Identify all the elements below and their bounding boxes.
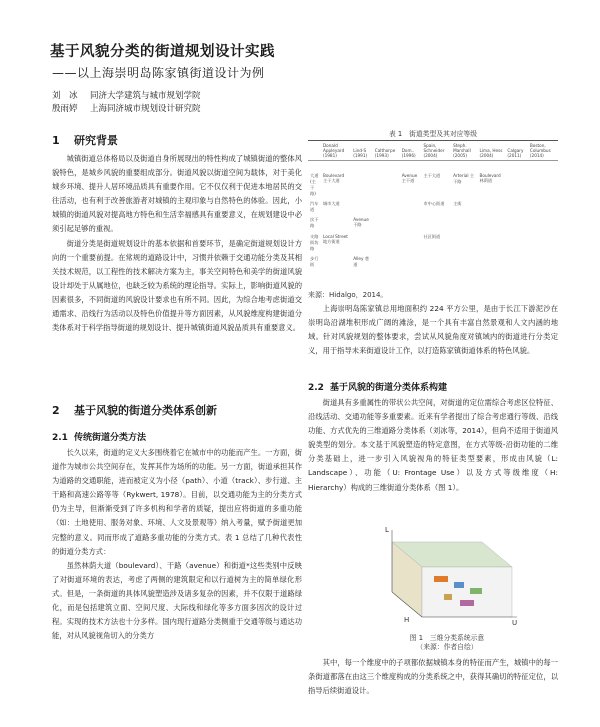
figure-source: （来源：作者自绘） xyxy=(416,643,478,651)
table-cell xyxy=(478,199,506,215)
table-row xyxy=(308,232,558,254)
table-cell xyxy=(351,161,373,171)
author-name: 殷雨婷 xyxy=(52,104,78,114)
table-cell xyxy=(373,270,400,279)
table-cell xyxy=(421,161,451,171)
table-row xyxy=(308,161,558,171)
right-final-body xyxy=(308,656,558,698)
table-cell xyxy=(400,270,422,279)
table-header-cell: Donald Appleyard (1981) xyxy=(321,141,351,161)
table-cell xyxy=(421,215,451,231)
table-cell: 城市大道 xyxy=(322,200,340,206)
subsection-heading xyxy=(308,380,558,393)
section-number: 2 xyxy=(52,404,60,417)
table-cell xyxy=(478,232,506,254)
table-cell xyxy=(528,270,558,279)
author-list xyxy=(52,90,201,116)
table-cell xyxy=(373,215,400,231)
table-cell xyxy=(528,232,558,254)
paragraph: 街道具有多重属性的带状公共空间，对街道的定位需综合考虑区位特征、沿线活动、交通功能等多重要素。近来有学者提出了综合考虑通行等级、沿线功能、方式优先的三维道路分类体系（刘冰等，2014），但尚不适用于街道风貌类型的划分。本文基于风貌塑造的特定意图，在方式等级-沿街功能的二维分类基础上，进一步引入风貌视角的特征类型要素，形成由风貌（L: Landscape）、功能（U: Frontage Use）以及方式等级维度（H: Hierarchy）构成的三维街道分类体系（图 1）。 xyxy=(308,398,558,492)
table-header-cell: Steph. Marshall (2005) xyxy=(451,141,477,161)
table-header-cell: Boston, Columbus (2014) xyxy=(528,141,558,161)
subsection-number: 2.2 xyxy=(308,383,324,393)
paragraph: 城镇街道总体格局以及街道自身所展现出的特性构成了城镇街道的整体风貌特色，是城乡风貌的重要组成部分。街道风貌以街道空间为载体，对于美化城乡环境、提升人居环境品质具有重要作用。它不仅仅利于促进本地居民的交往活动，也有利于改善旅游者对城镇的主观印象与自然特色的体验。因此，小城镇的街道风貌对提高地方特色和生活幸福感具有重要意义，在规划建设中必须引起足够的重视。 xyxy=(52,154,302,234)
table-cell: 汽车道 xyxy=(310,200,319,212)
table-cell xyxy=(451,232,477,254)
table-cell xyxy=(400,254,422,270)
table-cell xyxy=(478,215,506,231)
paragraph: 街道分类是街道规划设计的基本依据和首要环节，是确定街道规划设计方向的一个重要前提。在常规的道路设计中，习惯并依赖于交通功能分类及其相关技术规范，以工程性的技术解决方案为主，事关空间特色和美学的街道风貌设计却处于从属地位，也缺乏较为系统的理论指导。实际上，影响街道风貌的因素很多，不同街道的风貌设计要求也有所不同。因此，为综合地考虑街道交通需求、沿线行为活动以及特色价值提升等方面因素，从风貌维度构建街道分类体系对于科学指导街道的规划设计、提升城镇街道风貌品质具有重要意义。 xyxy=(52,238,302,333)
table-cell: Arterial 主干路 xyxy=(453,172,475,184)
table-cell xyxy=(478,270,506,279)
paragraph: 上海崇明岛陈家镇总用地面积约 224 平方公里，是由于长江下游泥沙在崇明岛沿湖堆积形成广阔的滩涂，是一个具有丰富自然景观和人文内涵的地域。针对风貌规划的整体要求，尝试从风貌角度对镇域内的街道进行分类定义，用于指导未来街道设计工作，以打造陈家镇街道体系的特色风貌。 xyxy=(308,304,558,356)
table-row xyxy=(308,199,558,215)
table-cell xyxy=(528,254,558,270)
table-caption: 表 1 街道类型及其对应等级 xyxy=(388,130,478,138)
table-cell xyxy=(505,232,528,254)
three-dimension-diagram xyxy=(372,522,522,627)
table-cell xyxy=(308,270,321,279)
author-name: 刘 冰 xyxy=(52,91,78,101)
table-cell: 大道 (主干路) xyxy=(310,172,319,196)
table-cell xyxy=(351,199,373,215)
table-cell xyxy=(528,170,558,198)
author-affiliation: 上海同济城市规划设计研究院 xyxy=(90,104,201,114)
table-cell: 主干大道 xyxy=(423,172,441,178)
table-cell xyxy=(528,161,558,171)
table-cell: Boulevard 林荫道 xyxy=(479,172,501,183)
table-header-cell: Spain, Schneider (2004) xyxy=(421,141,451,161)
table-header-cell: Lind-S (1991) xyxy=(351,141,373,161)
table-cell: 市中心街道 xyxy=(423,200,445,206)
table-cell xyxy=(373,170,400,198)
table-cell xyxy=(505,215,528,231)
table-cell xyxy=(321,161,351,171)
table-cell: Avenue 干路 xyxy=(353,217,369,228)
table-cell xyxy=(505,170,528,198)
table-cell xyxy=(421,254,451,270)
section-heading xyxy=(52,132,302,148)
table-header-cell: Lima, Hess (2004) xyxy=(478,141,506,161)
paper-title: 基于风貌分类的街道规划设计实践 xyxy=(50,44,275,60)
table-cell xyxy=(421,270,451,279)
table-cell xyxy=(351,232,373,254)
table-cell xyxy=(373,199,400,215)
author-affiliation: 同济大学建筑与城市规划学院 xyxy=(90,91,201,101)
table-cell xyxy=(400,199,422,215)
section-title: 研究背景 xyxy=(74,134,118,147)
table-cell: Local Street 地方街道 xyxy=(322,233,348,244)
table-cell xyxy=(451,215,477,231)
section-2-2-body xyxy=(308,396,558,495)
table-cell xyxy=(505,199,528,215)
table-cell xyxy=(478,254,506,270)
author-row xyxy=(52,90,201,103)
table-source: 来源：Hidalgo，2014。 xyxy=(308,291,388,299)
table-row xyxy=(308,270,558,279)
table-row xyxy=(308,170,558,198)
figure-caption: 图 1 三维分类系统示意 xyxy=(409,634,485,642)
table-cell: Boulevard 主干大道 xyxy=(322,172,345,183)
table-header-cell: Calgary (2011) xyxy=(505,141,528,161)
table-cell xyxy=(478,161,506,171)
table-cell xyxy=(505,254,528,270)
table-cell: Alley 巷道 xyxy=(353,256,369,268)
table-cell: 次干路 xyxy=(310,217,319,229)
section-1-body xyxy=(52,152,302,335)
table-header-cell: Dom.. (1996) xyxy=(400,141,422,161)
table-cell xyxy=(400,161,422,171)
subsection-heading xyxy=(52,430,302,443)
paragraph: 长久以来，街道的定义大多围绕着它在城市中的功能而产生。一方面，街道作为城市公共空间存在，发挥其作为场所的功能。另一方面，街道承担其作为道路的交通职能，进而被定义为小径（path）、小道（track）、步行道、主干路和高速公路等等（Rykwert, 1978）。目前，以交通功能为主的分类方式仍为主导，但渐渐受到了许多机构和学者的质疑，提出应将街道的多重功能（如：土地使用、服务对象、环境、人文及景观等）纳入考量，赋予街道更加完整的意义。同而形成了道路多重功能的分类方式。表 1 总结了几种代表性的街道分类方式： xyxy=(52,448,302,556)
table-cell xyxy=(451,254,477,270)
table-cell xyxy=(351,270,373,279)
table-cell: 主街 xyxy=(453,200,462,206)
table-cell: Avenue 主干道 xyxy=(401,172,418,183)
axis-label: U xyxy=(512,619,518,627)
section-title: 基于风貌的街道分类体系创新 xyxy=(74,404,217,417)
section-heading xyxy=(52,402,302,418)
table-cell: 社区街道 xyxy=(423,233,441,239)
table-row xyxy=(308,215,558,231)
table-cell xyxy=(321,270,351,279)
table-cell xyxy=(321,254,351,270)
paragraph: 虽然林荫大道（boulevard）、干路（avenue）和街道*这些类别中反映了对街道环境的表达，考虑了两侧的建筑限定和以行道树为主的简单绿化形式。但是，一条街道的具体风貌塑造涉及诸多复杂的因素，并不仅限于道路绿化，而是包括建筑立面、空间尺度、大际线和绿化等多方面多因次的设计过程。实现的技术方法也十分多样。国内现行道路分类侧重于交通等级与通达功能，对从风貌视角切入的分类方 xyxy=(52,560,302,641)
section-number: 1 xyxy=(52,134,60,147)
table-cell xyxy=(321,215,351,231)
table-cell xyxy=(528,215,558,231)
table-cell xyxy=(528,199,558,215)
paper-subtitle: ——以上海崇明岛陈家镇街道设计为例 xyxy=(52,66,265,80)
table-cell xyxy=(373,254,400,270)
table-cell: 步行街 xyxy=(310,256,319,268)
table-cell xyxy=(400,215,422,231)
section-2-1-body xyxy=(52,446,302,724)
table-header-cell xyxy=(308,141,321,161)
right-intro-body xyxy=(308,302,558,358)
table-cell xyxy=(505,161,528,171)
table-row xyxy=(308,254,558,270)
table-cell xyxy=(451,270,477,279)
subsection-number: 2.1 xyxy=(52,433,68,443)
table-cell xyxy=(351,170,373,198)
table-cell xyxy=(308,161,321,171)
axis-label: L xyxy=(385,526,389,534)
table-cell xyxy=(373,161,400,171)
table-cell xyxy=(505,270,528,279)
axis-label: H xyxy=(404,616,410,624)
classification-table xyxy=(308,140,558,280)
author-row xyxy=(52,103,201,116)
table-cell: 支路 街坊路 xyxy=(310,233,319,251)
diagram-graphic xyxy=(372,522,522,627)
subsection-title: 传统街道分类方法 xyxy=(74,433,147,443)
paragraph: 其中，每一个维度中的子项都依据城镇本身的特征而产生，城镇中的每一条街道都落在由这三个维度构成的分类系统之中，获得其确切的特征定位，以指导后续街道设计。 xyxy=(308,658,558,696)
table-cell xyxy=(400,232,422,254)
table-cell xyxy=(373,232,400,254)
table-cell xyxy=(451,161,477,171)
subsection-title: 基于风貌的街道分类体系构建 xyxy=(330,383,448,393)
table-header-cell: Calthorpe (1993) xyxy=(373,141,400,161)
